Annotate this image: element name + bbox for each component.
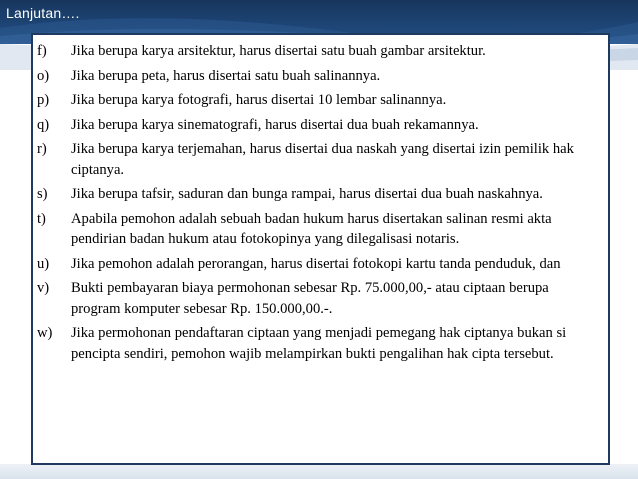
list-item-marker: p) xyxy=(37,92,50,108)
list-item-text: Jika pemohon adalah perorangan, harus disertai fotokopi kartu tanda penduduk, dan xyxy=(71,255,561,272)
list-item xyxy=(37,115,600,136)
list-item-marker: f) xyxy=(37,43,47,59)
slide-title: Lanjutan…. xyxy=(6,5,80,21)
list-item-marker: w) xyxy=(37,325,53,341)
list-item xyxy=(37,139,600,180)
list-item-marker: o) xyxy=(37,67,50,84)
list-item-marker: v) xyxy=(37,280,50,296)
list-item xyxy=(37,184,600,205)
list-item-text: Jika berupa karya sinematografi, harus disertai dua buah rekamannya. xyxy=(71,116,479,133)
list-item-marker: s) xyxy=(37,186,48,202)
list-item xyxy=(37,254,600,275)
list-item xyxy=(37,90,600,111)
list-item xyxy=(37,323,600,364)
list-item xyxy=(37,209,600,250)
list-item-text: Jika berupa karya terjemahan, harus disertai dua naskah yang disertai izin pemilik hak ciptanya. xyxy=(71,141,574,178)
list-item xyxy=(37,66,600,87)
list-item-text: Jika berupa peta, harus disertai satu buah salinannya. xyxy=(71,67,381,84)
list-item-marker: u) xyxy=(37,255,50,272)
list-item-text: Jika permohonan pendaftaran ciptaan yang menjadi pemegang hak ciptanya bukan si pencipta sendiri, pemohon wajib melampirkan bukti pengalihan hak cipta tersebut. xyxy=(71,325,567,362)
content-box xyxy=(31,33,610,465)
list-item-text: Jika berupa tafsir, saduran dan bunga rampai, harus disertai dua buah naskahnya. xyxy=(71,186,543,202)
requirements-list xyxy=(37,41,600,364)
list-item-marker: t) xyxy=(37,210,46,227)
list-item xyxy=(37,41,600,62)
list-item xyxy=(37,278,600,319)
list-item-text: Apabila pemohon adalah sebuah badan hukum harus disertakan salinan resmi akta pendirian badan hukum atau fotokopinya yang dilegalisasi notaris. xyxy=(71,210,552,247)
list-item-text: Bukti pembayaran biaya permohonan sebesar Rp. 75.000,00,- atau ciptaan berupa program komputer sebesar Rp. 150.000,00.-. xyxy=(71,280,549,317)
list-item-marker: r) xyxy=(37,141,47,157)
list-item-text: Jika berupa karya fotografi, harus disertai 10 lembar salinannya. xyxy=(71,92,447,108)
footer-band xyxy=(0,464,638,479)
list-item-text: Jika berupa karya arsitektur, harus disertai satu buah gambar arsitektur. xyxy=(71,43,486,59)
list-item-marker: q) xyxy=(37,116,50,133)
